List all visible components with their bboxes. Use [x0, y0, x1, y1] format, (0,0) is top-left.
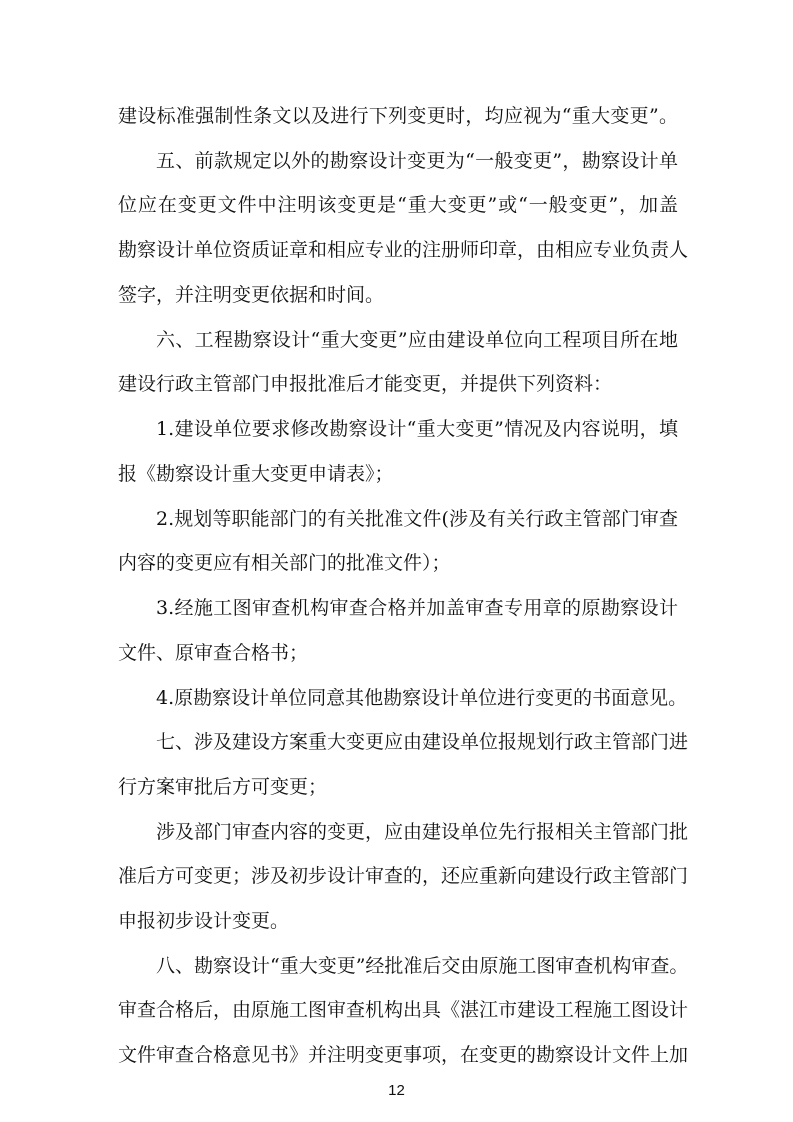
paragraph-line: 2.规划等职能部门的有关批准文件(涉及有关行政主管部门审查 — [156, 508, 678, 530]
paragraph-line: 七、涉及建设方案重大变更应由建设单位报规划行政主管部门进 — [156, 731, 689, 753]
paragraph-line: 文件审查合格意见书》并注明变更事项，在变更的勘察设计文件上加 — [118, 1044, 689, 1066]
paragraph-line: 审查合格后，由原施工图审查机构出具《湛江市建设工程施工图设计 — [118, 999, 689, 1021]
paragraph-line: 申报初步设计变更。 — [118, 910, 290, 932]
paragraph-line: 3.经施工图审查机构审查合格并加盖审查专用章的原勘察设计 — [156, 597, 678, 619]
paragraph-line: 六、工程勘察设计“重大变更”应由建设单位向工程项目所在地 — [156, 329, 678, 351]
paragraph-line: 签字，并注明变更依据和时间。 — [118, 284, 385, 306]
paragraph-line: 五、前款规定以外的勘察设计变更为“一般变更”，勘察设计单 — [156, 150, 678, 172]
paragraph-line: 报《勘察设计重大变更申请表》； — [118, 463, 394, 485]
paragraph-line: 1.建设单位要求修改勘察设计“重大变更”情况及内容说明，填 — [156, 418, 678, 440]
paragraph-line: 八、勘察设计“重大变更”经批准后交由原施工图审查机构审查。 — [156, 955, 689, 977]
paragraph-line: 文件、原审查合格书； — [118, 642, 309, 664]
paragraph-line: 4.原勘察设计单位同意其他勘察设计单位进行变更的书面意见。 — [156, 687, 688, 709]
paragraph-line: 建设行政主管部门申报批准后才能变更，并提供下列资料： — [118, 373, 613, 395]
paragraph-line: 勘察设计单位资质证章和相应专业的注册师印章，由相应专业负责人 — [118, 239, 689, 261]
paragraph-line: 内容的变更应有相关部门的批准文件）； — [118, 552, 451, 574]
paragraph-line: 位应在变更文件中注明该变更是“重大变更”或“一般变更”，加盖 — [118, 194, 678, 216]
paragraph-line: 涉及部门审查内容的变更，应由建设单位先行报相关主管部门批 — [156, 821, 689, 843]
paragraph-line: 建设标准强制性条文以及进行下列变更时，均应视为“重大变更”。 — [118, 105, 678, 127]
page-number: 12 — [388, 1082, 405, 1099]
paragraph-line: 准后方可变更；涉及初步设计审查的，还应重新向建设行政主管部门 — [118, 865, 689, 887]
paragraph-line: 行方案审批后方可变更； — [118, 776, 328, 798]
